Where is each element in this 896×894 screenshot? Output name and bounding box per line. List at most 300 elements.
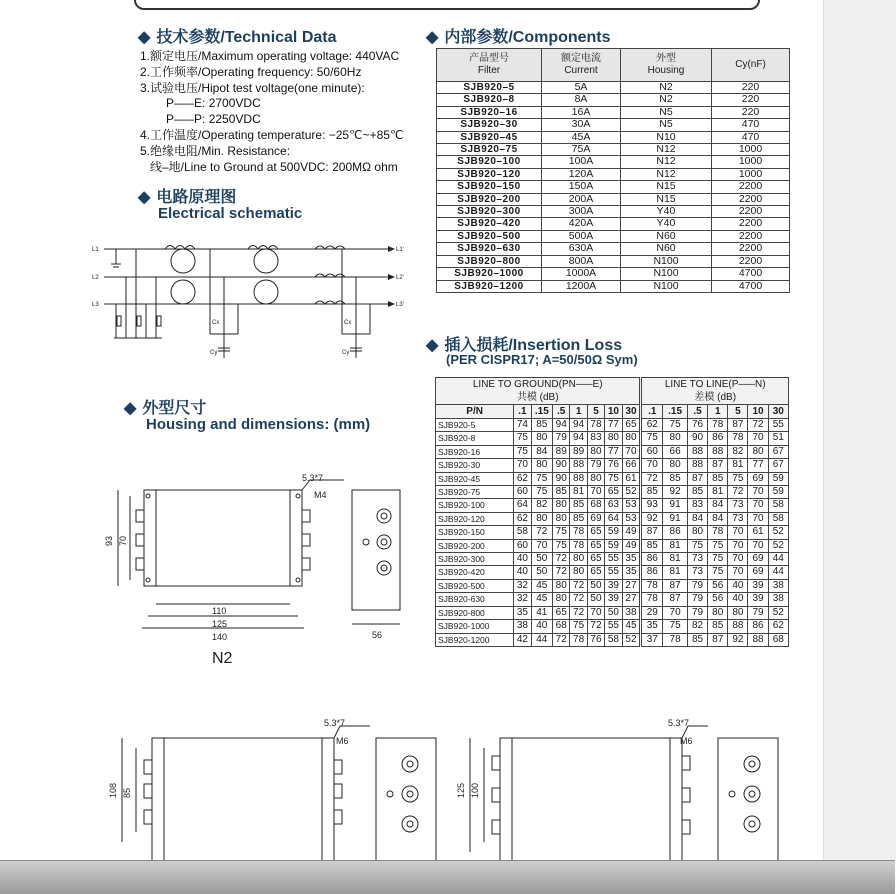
bottom-toolbar: [0, 860, 895, 894]
dim-label: 70: [118, 535, 128, 546]
table-cell: 58: [514, 526, 531, 539]
table-cell: 73: [728, 512, 748, 525]
table-cell: 79: [587, 459, 604, 472]
table-row: [437, 206, 790, 218]
table-cell: SJB920-16: [436, 445, 514, 458]
table-cell: 40: [531, 620, 552, 633]
table-cell: 40: [728, 593, 748, 606]
n2-housing-body: [144, 490, 302, 586]
winding: [248, 246, 278, 250]
table-cell: 44: [768, 553, 788, 566]
freq-header: 5: [728, 405, 748, 419]
table-cell: 85: [570, 512, 587, 525]
table-cell: 94: [570, 419, 587, 432]
table-cell: 37: [641, 633, 663, 646]
table-cell: 78: [570, 633, 587, 646]
table-cell: SJB920-300: [436, 553, 514, 566]
table-cell: 58: [768, 499, 788, 512]
table-row: [436, 499, 789, 512]
spec-line: 2.工作频率/Operating frequency: 50/60Hz: [140, 64, 362, 79]
table-cell: 55: [605, 566, 622, 579]
table-cell: N2: [621, 94, 712, 106]
table-cell: 16A: [542, 106, 621, 118]
table-cell: SJB920–150: [437, 181, 542, 193]
table-cell: 79: [687, 579, 707, 592]
table-cell: 87: [708, 633, 728, 646]
table-cell: 75: [531, 472, 552, 485]
table-cell: 50: [587, 579, 604, 592]
group-label: LINE TO GROUND(PN–––E): [472, 379, 603, 390]
table-row: [436, 606, 789, 619]
dim-label: 125: [456, 782, 466, 798]
spec-line: 5.绝缘电阻/Min. Resistance:: [140, 143, 291, 158]
table-cell: 2200: [712, 255, 790, 267]
table-row: [437, 230, 790, 242]
dim-label: 125: [212, 619, 228, 629]
table-row: [436, 620, 789, 633]
table-cell: 87: [663, 593, 688, 606]
table-cell: 75: [531, 486, 552, 499]
table-cell: 85: [663, 472, 688, 485]
table-cell: 27: [622, 579, 641, 592]
insertion-subtitle: (PER CISPR17; A=50/50Ω Sym): [446, 352, 638, 367]
header-en: Current: [564, 65, 598, 76]
table-cell: 64: [605, 512, 622, 525]
table-cell: 59: [605, 526, 622, 539]
table-cell: N12: [621, 156, 712, 168]
dim-label: M4: [314, 490, 327, 500]
table-cell: 75: [708, 539, 728, 552]
table-cell: 86: [708, 432, 728, 445]
table-cell: 66: [622, 459, 641, 472]
table-cell: 90: [553, 459, 570, 472]
diamond-icon: ◆: [426, 29, 439, 46]
header-en: Filter: [477, 65, 501, 76]
table-cell: 85: [708, 620, 728, 633]
table-cell: 88: [708, 445, 728, 458]
spec-line: 4.工作温度/Operating temperature: −25℃~+85℃: [140, 127, 404, 142]
table-cell: 70: [622, 445, 641, 458]
table-cell: 81: [663, 553, 688, 566]
table-cell: SJB920–75: [437, 144, 542, 156]
table-cell: 59: [605, 539, 622, 552]
lower-dimension-drawings: [108, 712, 808, 862]
housing-body: [152, 738, 334, 862]
winding: [165, 246, 195, 250]
table-cell: 75: [728, 472, 748, 485]
table-cell: 73: [728, 499, 748, 512]
table-cell: 84: [531, 445, 552, 458]
table-cell: 80: [553, 579, 570, 592]
schematic-out-label: L1': [396, 247, 404, 253]
table-cell: 82: [531, 499, 552, 512]
table-cell: 85: [570, 499, 587, 512]
table-cell: 60: [514, 539, 531, 552]
table-cell: 77: [605, 445, 622, 458]
table-cell: 44: [768, 566, 788, 579]
table-cell: 80: [687, 526, 707, 539]
table-cell: 55: [605, 553, 622, 566]
table-cell: 100A: [542, 156, 621, 168]
table-row: [436, 633, 789, 646]
cap-label: Cy: [210, 350, 218, 356]
table-cell: SJB920–500: [437, 230, 542, 242]
cap-label: Cx: [212, 320, 220, 326]
diamond-icon: ◆: [138, 189, 151, 206]
table-row: [436, 512, 789, 525]
table-cell: 70: [514, 459, 531, 472]
table-cell: Y40: [621, 218, 712, 230]
schematic-out-label: L3': [396, 302, 404, 308]
table-cell: 39: [605, 593, 622, 606]
freq-header: .15: [663, 405, 688, 419]
dim-label: 5.3*7: [668, 718, 690, 728]
table-cell: 80: [587, 472, 604, 485]
table-cell: 76: [605, 459, 622, 472]
table-cell: 68: [768, 633, 788, 646]
table-cell: 87: [708, 459, 728, 472]
header-cn: 产品型号: [469, 53, 509, 64]
table-cell: 69: [748, 566, 768, 579]
table-cell: 70: [663, 606, 688, 619]
table-row: [436, 432, 789, 445]
table-cell: 75: [687, 539, 707, 552]
table-cell: N60: [621, 230, 712, 242]
table-row: [437, 106, 790, 118]
schematic-in-label: L1: [92, 247, 99, 253]
header-cn: 外型: [656, 53, 676, 64]
table-cell: 49: [622, 539, 641, 552]
electrical-schematic: [90, 236, 410, 370]
table-cell: 52: [622, 486, 641, 499]
table-cell: 78: [570, 539, 587, 552]
table-cell: 79: [687, 593, 707, 606]
n2-label: N2: [212, 650, 233, 667]
table-cell: 80: [605, 432, 622, 445]
table-cell: 80: [570, 553, 587, 566]
table-cell: 72: [748, 419, 768, 432]
table-cell: N5: [621, 106, 712, 118]
table-cell: SJB920-500: [436, 579, 514, 592]
table-cell: 88: [570, 459, 587, 472]
table-cell: 70: [748, 432, 768, 445]
table-cell: 59: [768, 472, 788, 485]
table-cell: 1200A: [542, 280, 621, 292]
spec-list: [140, 49, 403, 175]
table-cell: 75: [570, 620, 587, 633]
spec-line: P–––E: 2700VDC: [166, 96, 261, 111]
table-cell: 38: [514, 620, 531, 633]
dim-label: 140: [212, 632, 228, 642]
components-heading: [426, 24, 611, 47]
table-cell: 81: [728, 459, 748, 472]
table-cell: SJB920–200: [437, 193, 542, 205]
top-frame: [134, 0, 760, 10]
table-cell: 45: [531, 593, 552, 606]
table-cell: 68: [553, 620, 570, 633]
table-cell: 2200: [712, 181, 790, 193]
table-cell: 220: [712, 82, 790, 94]
spec-line: 3.试验电压/Hipot test voltage(one minute):: [140, 80, 365, 95]
table-cell: 94: [570, 432, 587, 445]
table-row: [437, 268, 790, 280]
table-cell: SJB920-150: [436, 526, 514, 539]
table-cell: 63: [605, 499, 622, 512]
table-cell: 85: [687, 633, 707, 646]
table-cell: 88: [748, 633, 768, 646]
table-cell: 70: [587, 606, 604, 619]
table-cell: 58: [605, 633, 622, 646]
table-cell: 80: [531, 512, 552, 525]
table-cell: SJB920-100: [436, 499, 514, 512]
table-cell: 77: [748, 459, 768, 472]
table-cell: 51: [768, 432, 788, 445]
table-cell: 39: [748, 593, 768, 606]
table-cell: 75: [514, 445, 531, 458]
table-cell: 91: [663, 499, 688, 512]
table-cell: 1000: [712, 156, 790, 168]
schematic-in-label: L3: [92, 302, 99, 308]
table-cell: N60: [621, 243, 712, 255]
table-cell: 81: [663, 539, 688, 552]
table-cell: 200A: [542, 193, 621, 205]
table-cell: 87: [687, 472, 707, 485]
table-cell: 50: [605, 606, 622, 619]
table-cell: 80: [708, 606, 728, 619]
dim-label: 56: [372, 630, 383, 640]
table-cell: 40: [514, 553, 531, 566]
table-cell: 72: [570, 579, 587, 592]
dim-label: 110: [212, 606, 227, 616]
table-cell: 38: [768, 593, 788, 606]
table-cell: 80: [622, 432, 641, 445]
table-cell: 75: [514, 432, 531, 445]
table-cell: 87: [728, 419, 748, 432]
table-cell: 72: [553, 566, 570, 579]
dim-label: 85: [122, 787, 132, 798]
table-cell: 65: [622, 419, 641, 432]
table-cell: 80: [728, 606, 748, 619]
table-cell: 75: [553, 526, 570, 539]
choke-core: [254, 249, 278, 273]
dim-label: 5.3*7: [302, 473, 324, 483]
table-cell: 56: [708, 593, 728, 606]
table-row: [437, 168, 790, 180]
table-cell: N10: [621, 131, 712, 143]
table-row: [437, 181, 790, 193]
table-cell: 82: [687, 620, 707, 633]
vertical-scrollbar[interactable]: [823, 0, 896, 860]
schematic-title: 电路原理图: [156, 189, 237, 206]
table-cell: 70: [748, 499, 768, 512]
table-cell: 470: [712, 131, 790, 143]
table-cell: 65: [553, 606, 570, 619]
table-cell: 4700: [712, 268, 790, 280]
table-cell: 86: [748, 620, 768, 633]
table-row: [436, 526, 789, 539]
freq-header: 10: [605, 405, 622, 419]
header-en: Housing: [647, 65, 685, 76]
table-cell: 62: [514, 512, 531, 525]
table-cell: SJB920–8: [437, 94, 542, 106]
table-cell: N100: [621, 280, 712, 292]
table-row: [437, 218, 790, 230]
table-cell: 1000: [712, 144, 790, 156]
n2-dimension-drawing: [98, 472, 418, 648]
table-cell: 2200: [712, 218, 790, 230]
table-cell: 800A: [542, 255, 621, 267]
table-cell: 2200: [712, 193, 790, 205]
table-cell: 93: [641, 499, 663, 512]
table-cell: 8A: [542, 94, 621, 106]
table-row: [436, 459, 789, 472]
table-row: [437, 144, 790, 156]
table-cell: 38: [622, 606, 641, 619]
table-cell: 75: [708, 566, 728, 579]
table-row: [436, 486, 789, 499]
freq-header: 5: [587, 405, 604, 419]
table-cell: 85: [641, 486, 663, 499]
table-cell: 77: [605, 419, 622, 432]
freq-header: .1: [641, 405, 663, 419]
table-cell: 470: [712, 119, 790, 131]
components-header-row: [437, 49, 790, 82]
table-cell: 94: [553, 419, 570, 432]
table-cell: 84: [708, 499, 728, 512]
table-cell: N100: [621, 255, 712, 267]
table-cell: 70: [748, 486, 768, 499]
table-cell: SJB920–1200: [437, 280, 542, 292]
table-row: [436, 566, 789, 579]
table-cell: 55: [768, 419, 788, 432]
diamond-icon: ◆: [138, 29, 151, 46]
dim-label: M6: [680, 736, 693, 746]
table-cell: 83: [687, 499, 707, 512]
insertion-loss-table: [435, 377, 789, 647]
table-cell: 58: [768, 512, 788, 525]
table-cell: 73: [687, 566, 707, 579]
table-cell: 75: [641, 432, 663, 445]
table-cell: 78: [570, 526, 587, 539]
table-cell: 150A: [542, 181, 621, 193]
technical-data-title: 技术参数/Technical Data: [156, 29, 337, 46]
table-cell: 220: [712, 94, 790, 106]
table-cell: 80: [553, 512, 570, 525]
table-row: [437, 156, 790, 168]
table-cell: 62: [641, 419, 663, 432]
pn-header: P/N: [436, 405, 514, 419]
table-cell: 80: [553, 593, 570, 606]
table-row: [437, 82, 790, 94]
table-cell: 52: [622, 633, 641, 646]
table-cell: 92: [663, 486, 688, 499]
cap-label: Cx: [344, 320, 352, 326]
table-cell: 86: [641, 553, 663, 566]
table-row: [436, 539, 789, 552]
table-cell: 69: [587, 512, 604, 525]
table-cell: 81: [663, 566, 688, 579]
freq-header: 10: [748, 405, 768, 419]
table-cell: 420A: [542, 218, 621, 230]
table-cell: 40: [514, 566, 531, 579]
table-cell: 500A: [542, 230, 621, 242]
table-cell: SJB920-200: [436, 539, 514, 552]
table-cell: 75A: [542, 144, 621, 156]
table-cell: 80: [587, 445, 604, 458]
table-cell: 50: [531, 553, 552, 566]
table-cell: SJB920–420: [437, 218, 542, 230]
table-cell: 72: [531, 526, 552, 539]
table-cell: 72: [728, 486, 748, 499]
dim-label: 108: [108, 782, 118, 798]
schematic-out-label: L2': [396, 275, 404, 281]
freq-header: .5: [687, 405, 707, 419]
table-cell: 67: [768, 445, 788, 458]
freq-header: 1: [708, 405, 728, 419]
freq-header: .5: [553, 405, 570, 419]
table-row: [436, 593, 789, 606]
table-cell: SJB920-1000: [436, 620, 514, 633]
table-cell: 2200: [712, 230, 790, 242]
choke-core: [254, 280, 278, 304]
table-cell: N12: [621, 144, 712, 156]
table-cell: 85: [641, 539, 663, 552]
choke-core: [171, 280, 195, 304]
table-cell: 35: [622, 553, 641, 566]
ins-freq-row: [436, 405, 789, 419]
table-cell: 82: [728, 445, 748, 458]
table-cell: 67: [768, 459, 788, 472]
table-cell: SJB920-30: [436, 459, 514, 472]
table-cell: SJB920–16: [437, 106, 542, 118]
table-cell: 90: [687, 432, 707, 445]
table-cell: 68: [587, 499, 604, 512]
table-row: [437, 193, 790, 205]
table-cell: 41: [531, 606, 552, 619]
table-cell: 88: [728, 620, 748, 633]
table-cell: 52: [768, 606, 788, 619]
table-row: [437, 280, 790, 292]
table-cell: 80: [663, 432, 688, 445]
table-cell: 32: [514, 579, 531, 592]
table-cell: 78: [708, 419, 728, 432]
table-cell: 80: [531, 432, 552, 445]
group-label: 差模 (dB): [694, 392, 737, 403]
table-cell: SJB920-75: [436, 486, 514, 499]
table-cell: SJB920-5: [436, 419, 514, 432]
table-row: [437, 131, 790, 143]
table-cell: 55: [605, 620, 622, 633]
table-cell: 52: [768, 539, 788, 552]
table-cell: 92: [641, 512, 663, 525]
housing-title: 外型尺寸: [142, 400, 207, 417]
table-row: [437, 94, 790, 106]
table-cell: 4700: [712, 280, 790, 292]
table-cell: 40: [728, 579, 748, 592]
table-cell: 86: [663, 526, 688, 539]
table-cell: N12: [621, 168, 712, 180]
components-table: [436, 48, 790, 293]
freq-header: .1: [514, 405, 531, 419]
table-cell: 89: [553, 445, 570, 458]
group-label: 共模 (dB): [516, 392, 559, 403]
table-cell: 72: [570, 606, 587, 619]
table-cell: SJB920–800: [437, 255, 542, 267]
table-cell: 85: [687, 486, 707, 499]
schematic-subtitle: Electrical schematic: [158, 205, 303, 222]
table-cell: 74: [514, 419, 531, 432]
table-cell: 80: [553, 499, 570, 512]
